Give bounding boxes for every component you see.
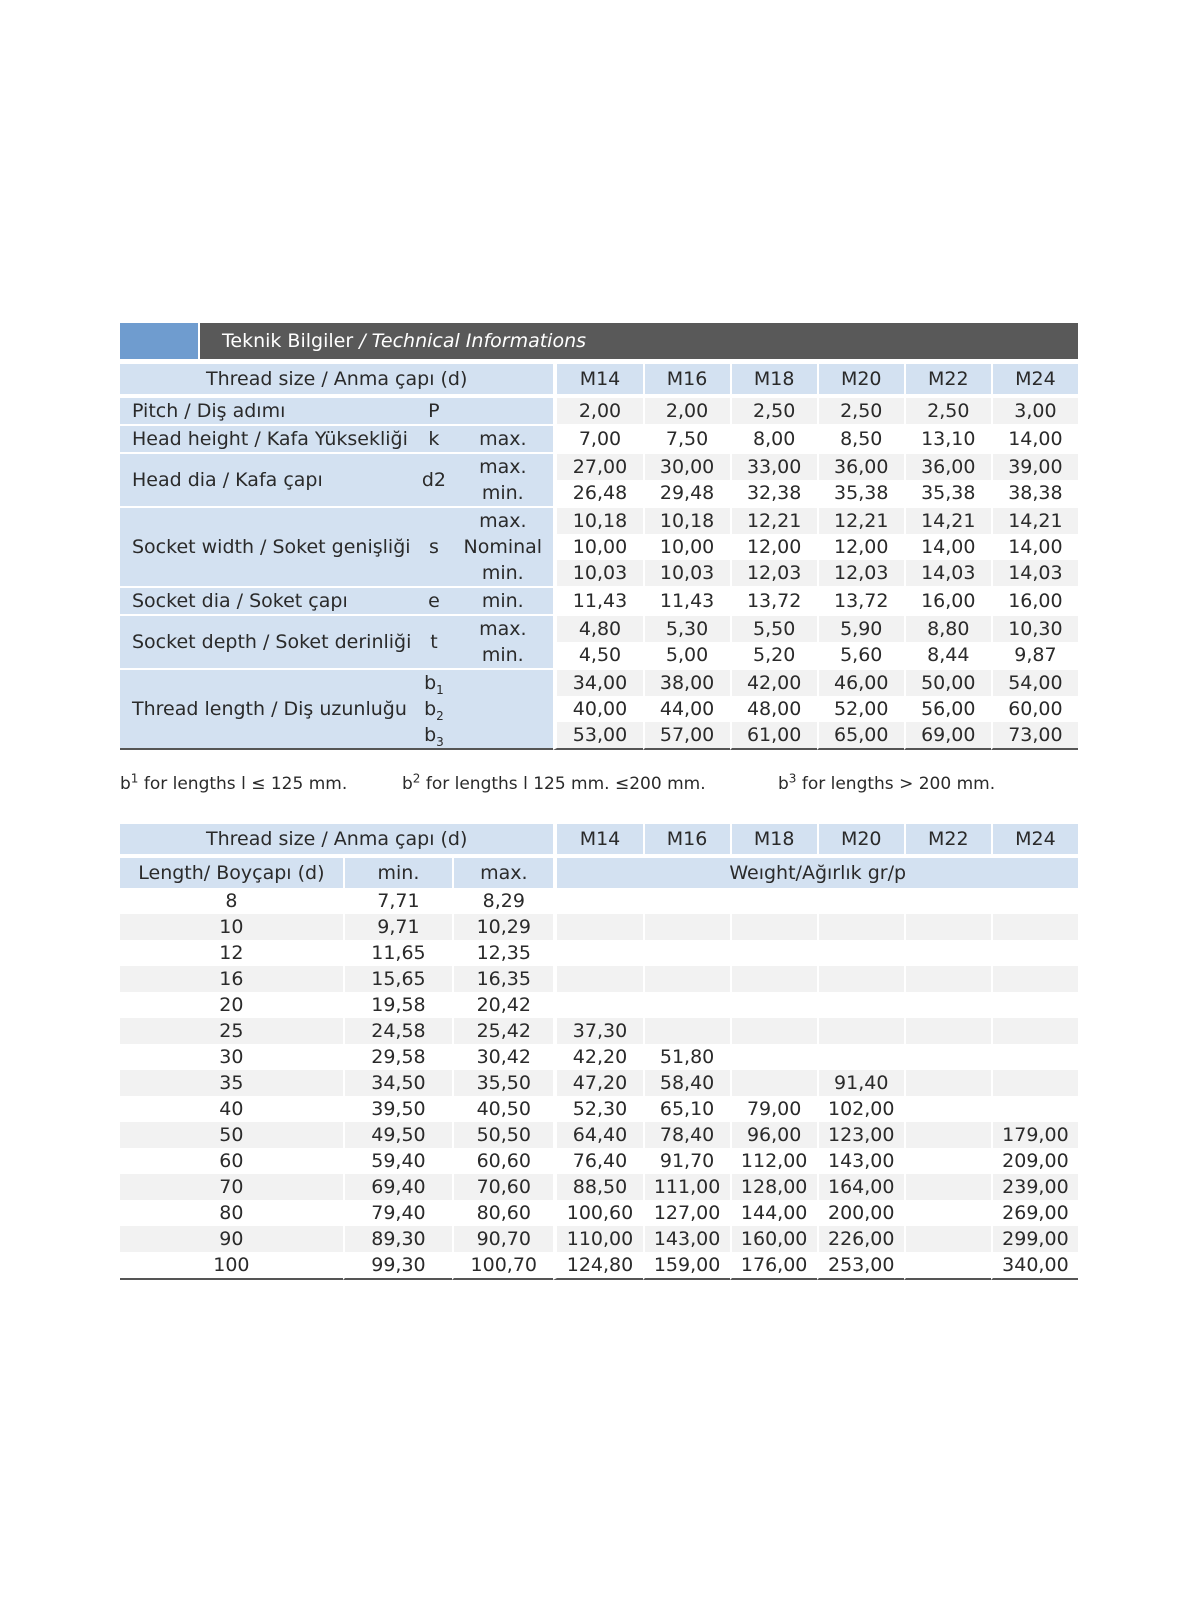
length-value: 50 <box>120 1122 343 1148</box>
weight-value: 269,00 <box>991 1200 1078 1226</box>
head-height-value: 7,00 <box>553 426 642 454</box>
weight-value: 299,00 <box>991 1226 1078 1252</box>
socket-width-min-qualifier: min. <box>452 560 553 588</box>
weight-value <box>904 1200 991 1226</box>
note-b2: $b^2$ for lengths l 125 mm. ≤200 mm. <box>402 771 706 794</box>
socket-depth-max-value: 4,80 <box>553 616 642 642</box>
weight-row <box>120 1174 1078 1200</box>
b1-value: 54,00 <box>991 670 1078 696</box>
socket-dia-value: 13,72 <box>730 588 817 616</box>
length-max-value: 70,60 <box>452 1174 553 1200</box>
socket-depth-max-value: 5,50 <box>730 616 817 642</box>
weight-value <box>904 1018 991 1044</box>
weight-value <box>904 992 991 1018</box>
weight-value: 226,00 <box>817 1226 904 1252</box>
b1-value: 42,00 <box>730 670 817 696</box>
length-min-value: 29,58 <box>343 1044 452 1070</box>
technical-data-sheet <box>120 323 1078 1280</box>
weight-value: 52,30 <box>553 1096 642 1122</box>
dimensions-table <box>120 364 1078 750</box>
weight-size-header-row <box>120 824 1078 854</box>
socket-depth-max-value: 8,80 <box>904 616 991 642</box>
socket-width-nominal-value: 14,00 <box>991 534 1078 560</box>
length-max-value: 80,60 <box>452 1200 553 1226</box>
size-header: M24 <box>991 824 1078 854</box>
socket-depth-min-qualifier: min. <box>452 642 553 670</box>
length-min-value: 39,50 <box>343 1096 452 1122</box>
weight-row <box>120 1044 1078 1070</box>
weight-value: 91,40 <box>817 1070 904 1096</box>
weight-value: 78,40 <box>643 1122 730 1148</box>
b1-value: 46,00 <box>817 670 904 696</box>
weight-value <box>553 966 642 992</box>
pitch-value: 3,00 <box>991 398 1078 426</box>
length-max-value: 50,50 <box>452 1122 553 1148</box>
weight-row <box>120 1096 1078 1122</box>
socket-dia-label: Socket dia / Soket çapı <box>120 588 416 616</box>
weight-value <box>643 966 730 992</box>
socket-width-max-value: 10,18 <box>553 508 642 534</box>
socket-width-max-row <box>120 508 1078 534</box>
weight-row <box>120 1148 1078 1174</box>
min-label: min. <box>343 858 452 888</box>
size-header: M20 <box>817 824 904 854</box>
weight-value: 127,00 <box>643 1200 730 1226</box>
weight-value: 164,00 <box>817 1174 904 1200</box>
socket-depth-min-value: 5,00 <box>643 642 730 670</box>
size-header: M16 <box>643 824 730 854</box>
weight-value <box>904 1148 991 1174</box>
weight-value <box>817 940 904 966</box>
length-max-value: 25,42 <box>452 1018 553 1044</box>
socket-width-nominal-value: 14,00 <box>904 534 991 560</box>
weight-row <box>120 1200 1078 1226</box>
size-header: M14 <box>553 364 642 394</box>
head-height-value: 14,00 <box>991 426 1078 454</box>
weight-value: 102,00 <box>817 1096 904 1122</box>
thread-size-label: Thread size / Anma çapı (d) <box>120 364 553 394</box>
weight-value <box>817 914 904 940</box>
socket-depth-max-value: 10,30 <box>991 616 1078 642</box>
socket-width-max-value: 10,18 <box>643 508 730 534</box>
weight-row <box>120 914 1078 940</box>
head-dia-max-value: 30,00 <box>643 454 730 480</box>
b3-value: 53,00 <box>553 722 642 750</box>
weight-value <box>730 992 817 1018</box>
socket-dia-value: 16,00 <box>904 588 991 616</box>
weight-value: 96,00 <box>730 1122 817 1148</box>
length-min-value: 15,65 <box>343 966 452 992</box>
length-max-value: 60,60 <box>452 1148 553 1174</box>
weight-value <box>904 1174 991 1200</box>
weight-row <box>120 1226 1078 1252</box>
weight-value: 253,00 <box>817 1252 904 1280</box>
socket-depth-min-value: 8,44 <box>904 642 991 670</box>
length-max-value: 10,29 <box>452 914 553 940</box>
b1-value: 34,00 <box>553 670 642 696</box>
socket-dia-qualifier: min. <box>452 588 553 616</box>
weight-value <box>817 992 904 1018</box>
length-value: 40 <box>219 1098 244 1120</box>
weight-value: 159,00 <box>643 1252 730 1280</box>
length-min-value: 89,30 <box>343 1226 452 1252</box>
length-value: 100 <box>120 1252 343 1280</box>
weight-value: 100,60 <box>553 1200 642 1226</box>
note-b1: $b^1$ for lengths l ≤ 125 mm. <box>120 771 348 794</box>
socket-width-nominal-value: 12,00 <box>730 534 817 560</box>
weight-value: 42,20 <box>553 1044 642 1070</box>
head-dia-min-value: 32,38 <box>730 480 817 508</box>
length-value: 16 <box>120 966 343 992</box>
weight-value <box>817 888 904 914</box>
length-value: 10 <box>120 914 343 940</box>
weight-value <box>553 888 642 914</box>
socket-dia-value: 13,72 <box>817 588 904 616</box>
length-max-value: 12,35 <box>452 940 553 966</box>
length-value: 70 <box>120 1174 343 1200</box>
socket-width-nominal-value: 10,00 <box>553 534 642 560</box>
banner-title <box>200 323 1078 359</box>
max-label: max. <box>452 858 553 888</box>
weight-value: 179,00 <box>991 1122 1078 1148</box>
pitch-value: 2,50 <box>904 398 991 426</box>
length-max-value: 8,29 <box>452 888 553 914</box>
head-dia-max-qualifier: max. <box>452 454 553 480</box>
size-header: M20 <box>817 364 904 394</box>
head-dia-symbol: d2 <box>416 454 452 508</box>
head-dia-max-value: 36,00 <box>817 454 904 480</box>
banner-title-en: / Technical Informations <box>359 330 587 352</box>
weight-row <box>120 966 1078 992</box>
length-min-value: 69,40 <box>343 1174 452 1200</box>
length-min-value: 7,71 <box>343 888 452 914</box>
b1-symbol: $b_1$ <box>416 670 452 696</box>
length-max-value: 30,42 <box>452 1044 553 1070</box>
thread-length-label: Thread length / Diş uzunluğu <box>120 670 416 750</box>
weight-value <box>730 940 817 966</box>
pitch-symbol: P <box>416 398 452 426</box>
head-dia-max-row <box>120 454 1078 480</box>
head-height-value: 13,10 <box>904 426 991 454</box>
length-value: 90 <box>120 1226 343 1252</box>
weight-value: 79,00 <box>730 1096 817 1122</box>
b2-symbol: $b_2$ <box>416 696 452 722</box>
socket-width-min-value: 10,03 <box>643 560 730 588</box>
weight-value <box>991 992 1078 1018</box>
weight-value <box>904 1122 991 1148</box>
length-value: 30 <box>219 1046 244 1068</box>
weight-table <box>120 824 1078 1280</box>
socket-dia-value: 11,43 <box>643 588 730 616</box>
head-dia-min-value: 38,38 <box>991 480 1078 508</box>
length-min-value: 99,30 <box>343 1252 452 1280</box>
socket-width-min-value: 14,03 <box>904 560 991 588</box>
weight-value: 176,00 <box>730 1252 817 1280</box>
weight-value: 123,00 <box>817 1122 904 1148</box>
length-min-value: 79,40 <box>343 1200 452 1226</box>
head-height-qualifier: max. <box>452 426 553 454</box>
socket-depth-max-row <box>120 616 1078 642</box>
size-header: M18 <box>730 824 817 854</box>
weight-row <box>120 940 1078 966</box>
weight-value: 76,40 <box>553 1148 642 1174</box>
pitch-label: Pitch / Diş adımı <box>120 398 416 426</box>
weight-value: 111,00 <box>643 1174 730 1200</box>
weight-value <box>643 1018 730 1044</box>
weight-value <box>991 1096 1078 1122</box>
pitch-value: 2,00 <box>553 398 642 426</box>
length-min-value: 49,50 <box>343 1122 452 1148</box>
socket-width-label: Socket width / Soket genişliği <box>120 508 416 588</box>
length-value: 8 <box>225 890 238 912</box>
length-max-value: 20,42 <box>452 992 553 1018</box>
weight-value <box>904 1226 991 1252</box>
length-min-value: 9,71 <box>343 914 452 940</box>
length-value: 25 <box>120 1018 343 1044</box>
head-dia-min-value: 35,38 <box>817 480 904 508</box>
socket-depth-label: Socket depth / Soket derinliği <box>120 616 416 670</box>
head-height-row <box>120 426 1078 454</box>
weight-value <box>991 966 1078 992</box>
head-height-value: 8,00 <box>730 426 817 454</box>
size-header: M22 <box>904 824 991 854</box>
b3-value: 65,00 <box>817 722 904 750</box>
b3-value: 73,00 <box>991 722 1078 750</box>
length-max-value: 100,70 <box>452 1252 553 1280</box>
head-dia-max-value: 36,00 <box>904 454 991 480</box>
weight-row <box>120 1122 1078 1148</box>
socket-dia-value: 11,43 <box>553 588 642 616</box>
weight-value: 200,00 <box>817 1200 904 1226</box>
head-height-label: Head height / Kafa Yüksekliği <box>120 426 416 454</box>
weight-value <box>991 1070 1078 1096</box>
weight-value <box>643 914 730 940</box>
weight-value <box>991 914 1078 940</box>
weight-subheader-row <box>120 858 1078 888</box>
size-header: M18 <box>730 364 817 394</box>
b2-value: 40,00 <box>553 696 642 722</box>
head-height-value: 8,50 <box>817 426 904 454</box>
socket-width-min-value: 14,03 <box>991 560 1078 588</box>
length-max-value: 90,70 <box>452 1226 553 1252</box>
weight-value: 88,50 <box>553 1174 642 1200</box>
thread-length-notes <box>120 764 1078 804</box>
weight-row <box>120 888 1078 914</box>
length-min-value: 11,65 <box>343 940 452 966</box>
weight-row <box>120 1252 1078 1280</box>
socket-width-max-value: 14,21 <box>904 508 991 534</box>
length-max-value: 40,50 <box>452 1096 553 1122</box>
thread-size-label: Thread size / Anma çapı (d) <box>120 824 553 854</box>
socket-dia-row <box>120 588 1078 616</box>
socket-depth-min-value: 5,20 <box>730 642 817 670</box>
weight-value: 37,30 <box>553 1018 642 1044</box>
length-value: 35 <box>120 1070 343 1096</box>
weight-value <box>817 1044 904 1070</box>
b3-value: 61,00 <box>730 722 817 750</box>
note-b3: $b^3$ for lengths > 200 mm. <box>778 771 996 794</box>
weight-value <box>730 966 817 992</box>
weight-value: 91,70 <box>643 1148 730 1174</box>
weight-value: 110,00 <box>553 1226 642 1252</box>
weight-value <box>904 888 991 914</box>
socket-depth-max-value: 5,30 <box>643 616 730 642</box>
weight-value: 65,10 <box>643 1096 730 1122</box>
socket-width-min-value: 10,03 <box>553 560 642 588</box>
length-value: 12 <box>219 942 244 964</box>
length-min-value: 34,50 <box>343 1070 452 1096</box>
banner-accent-block <box>120 323 198 359</box>
socket-depth-min-value: 5,60 <box>817 642 904 670</box>
weight-value <box>553 914 642 940</box>
length-max-value: 35,50 <box>452 1070 553 1096</box>
head-height-symbol: k <box>416 426 452 454</box>
b1-value: 50,00 <box>904 670 991 696</box>
weight-value <box>904 966 991 992</box>
socket-depth-min-value: 4,50 <box>553 642 642 670</box>
weight-value <box>904 914 991 940</box>
b3-value: 69,00 <box>904 722 991 750</box>
weight-value <box>904 1044 991 1070</box>
section-banner <box>120 323 1078 359</box>
pitch-value: 2,00 <box>643 398 730 426</box>
weight-value: 51,80 <box>643 1044 730 1070</box>
head-dia-min-value: 26,48 <box>553 480 642 508</box>
size-header: M16 <box>643 364 730 394</box>
pitch-row <box>120 398 1078 426</box>
b2-value: 48,00 <box>730 696 817 722</box>
weight-value: 160,00 <box>730 1226 817 1252</box>
weight-value: 47,20 <box>553 1070 642 1096</box>
socket-width-max-qualifier: max. <box>452 508 553 534</box>
weight-value: 64,40 <box>553 1122 642 1148</box>
size-header: M14 <box>553 824 642 854</box>
thread-length-b1-row <box>120 670 1078 696</box>
weight-value <box>991 1018 1078 1044</box>
length-min-value: 59,40 <box>343 1148 452 1174</box>
weight-value <box>730 1070 817 1096</box>
weight-value <box>643 940 730 966</box>
head-dia-max-value: 33,00 <box>730 454 817 480</box>
length-value: 20 <box>219 994 244 1016</box>
dimensions-header-row <box>120 364 1078 394</box>
weight-row <box>120 1018 1078 1044</box>
weight-value <box>991 888 1078 914</box>
weight-value <box>817 966 904 992</box>
socket-width-min-value: 12,03 <box>730 560 817 588</box>
weight-value: 58,40 <box>643 1070 730 1096</box>
weight-value <box>991 940 1078 966</box>
b2-value: 52,00 <box>817 696 904 722</box>
b2-value: 56,00 <box>904 696 991 722</box>
socket-width-max-value: 12,21 <box>730 508 817 534</box>
weight-value <box>553 992 642 1018</box>
socket-depth-max-value: 5,90 <box>817 616 904 642</box>
head-dia-min-value: 35,38 <box>904 480 991 508</box>
weight-value: 144,00 <box>730 1200 817 1226</box>
weight-label: Weıght/Ağırlık gr/p <box>553 858 1078 888</box>
size-header: M24 <box>991 364 1078 394</box>
weight-value <box>730 888 817 914</box>
weight-value <box>904 1070 991 1096</box>
socket-width-symbol: s <box>416 508 452 588</box>
b2-value: 44,00 <box>643 696 730 722</box>
weight-value: 124,80 <box>553 1252 642 1280</box>
length-value: 60 <box>219 1150 244 1172</box>
head-dia-min-value: 29,48 <box>643 480 730 508</box>
socket-width-nominal-value: 10,00 <box>643 534 730 560</box>
size-header: M22 <box>904 364 991 394</box>
socket-width-nominal-qualifier: Nominal <box>452 534 553 560</box>
length-max-value: 16,35 <box>452 966 553 992</box>
head-height-value: 7,50 <box>643 426 730 454</box>
socket-width-min-value: 12,03 <box>817 560 904 588</box>
weight-value: 112,00 <box>730 1148 817 1174</box>
weight-value <box>643 888 730 914</box>
length-label: Length/ Boyçapı (d) <box>120 858 343 888</box>
b1-value: 38,00 <box>643 670 730 696</box>
length-value: 80 <box>219 1202 244 1224</box>
weight-value: 143,00 <box>817 1148 904 1174</box>
socket-dia-value: 16,00 <box>991 588 1078 616</box>
head-dia-max-value: 27,00 <box>553 454 642 480</box>
weight-value: 128,00 <box>730 1174 817 1200</box>
weight-value <box>904 940 991 966</box>
head-dia-label: Head dia / Kafa çapı <box>120 454 416 508</box>
weight-value: 143,00 <box>643 1226 730 1252</box>
socket-depth-max-qualifier: max. <box>452 616 553 642</box>
weight-value <box>904 1096 991 1122</box>
socket-width-max-value: 12,21 <box>817 508 904 534</box>
head-dia-min-qualifier: min. <box>452 480 553 508</box>
weight-value <box>991 1044 1078 1070</box>
socket-width-nominal-value: 12,00 <box>817 534 904 560</box>
weight-value <box>817 1018 904 1044</box>
weight-value: 239,00 <box>991 1174 1078 1200</box>
socket-width-max-value: 14,21 <box>991 508 1078 534</box>
weight-row <box>120 992 1078 1018</box>
weight-value <box>553 940 642 966</box>
b3-value: 57,00 <box>643 722 730 750</box>
pitch-value: 2,50 <box>730 398 817 426</box>
length-min-value: 19,58 <box>343 992 452 1018</box>
b3-symbol: $b_3$ <box>416 722 452 750</box>
weight-row <box>120 1070 1078 1096</box>
length-min-value: 24,58 <box>343 1018 452 1044</box>
pitch-value: 2,50 <box>817 398 904 426</box>
socket-depth-min-value: 9,87 <box>991 642 1078 670</box>
weight-value <box>730 1018 817 1044</box>
weight-value <box>730 914 817 940</box>
weight-value <box>643 992 730 1018</box>
weight-value <box>730 1044 817 1070</box>
socket-depth-symbol: t <box>416 616 452 670</box>
b2-value: 60,00 <box>991 696 1078 722</box>
weight-value: 340,00 <box>991 1252 1078 1280</box>
weight-value: 209,00 <box>991 1148 1078 1174</box>
weight-value <box>904 1252 991 1280</box>
socket-dia-symbol: e <box>416 588 452 616</box>
head-dia-max-value: 39,00 <box>991 454 1078 480</box>
banner-title-tr: Teknik Bilgiler <box>222 330 354 352</box>
